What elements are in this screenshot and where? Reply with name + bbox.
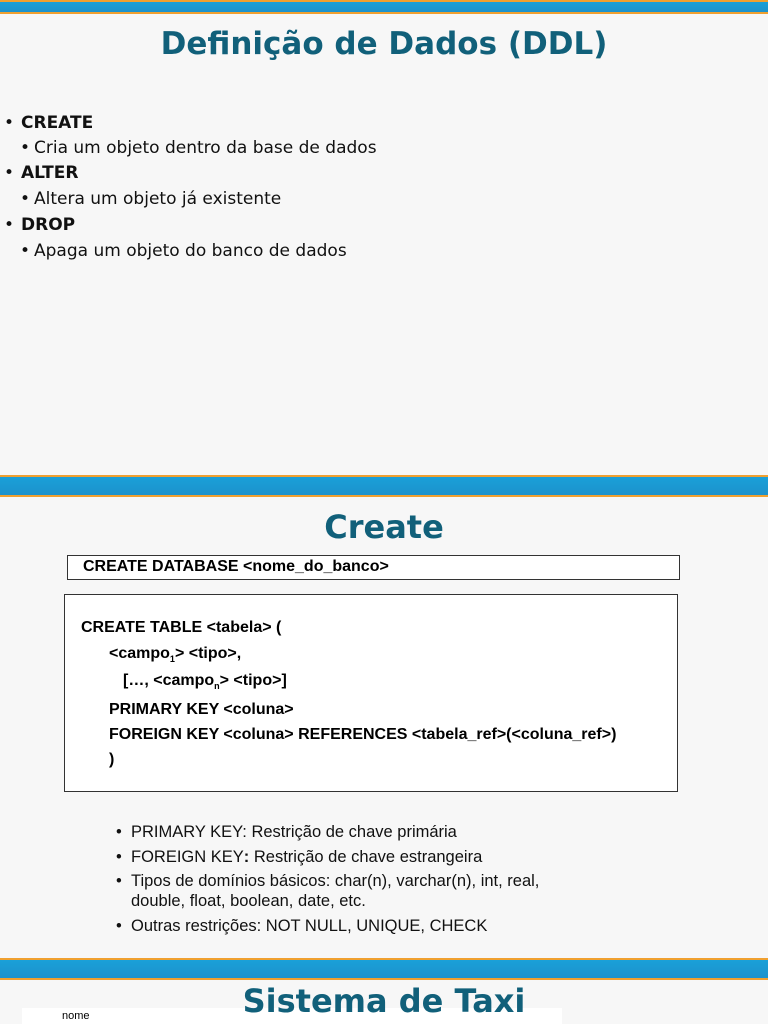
slide1-title: Definição de Dados (DDL) [160, 26, 608, 62]
bullet-drop-desc: • Apaga um objeto do banco de dados [0, 238, 377, 264]
create-table-line-3: […, <campo$_n$> <tipo>] [123, 672, 287, 691]
create-table-line-2: <campo$_1$> <tipo>, [109, 645, 242, 664]
note-other-constraints: • Outras restrições: NOT NULL, UNIQUE, CHECK [116, 916, 539, 936]
bullet-drop: • DROP [0, 212, 377, 238]
create-database-code: CREATE DATABASE <nome_do_banco> [83, 558, 389, 575]
create-table-line-4: PRIMARY KEY <coluna> [109, 701, 294, 718]
slide3-partial-label: nome [62, 1010, 90, 1022]
create-table-line-1: CREATE TABLE <tabela> ( [81, 619, 282, 636]
create-table-box [64, 594, 678, 792]
create-database-box [67, 555, 680, 580]
bullet-alter: • ALTER [0, 161, 377, 186]
slide-divider-bar [0, 475, 768, 497]
bullet-create-desc: • Cria um objeto dentro da base de dados [0, 136, 377, 161]
slide-divider-bar [0, 958, 768, 980]
note-primary-key: • PRIMARY KEY: Restrição de chave primária [116, 822, 539, 842]
note-domain-types: • Tipos de domínios básicos: char(n), varchar(n), int, real, double, float, boolean, date, etc. [116, 871, 539, 911]
slide2-title: Create [324, 508, 444, 546]
bullet-create: • CREATE [0, 111, 377, 136]
bullet-alter-desc: • Altera um objeto já existente [0, 186, 377, 212]
slide3-title: Sistema de Taxi [242, 982, 526, 1020]
slide2-notes-list [116, 822, 539, 940]
note-foreign-key: • FOREIGN KEY: Restrição de chave estrangeira [116, 847, 539, 867]
slide-divider-bar [0, 0, 768, 14]
create-table-line-5: FOREIGN KEY <coluna> REFERENCES <tabela_ref>(<coluna_ref>) [109, 726, 617, 743]
slide1-bullet-list [0, 111, 377, 264]
create-table-line-6: ) [109, 751, 115, 768]
